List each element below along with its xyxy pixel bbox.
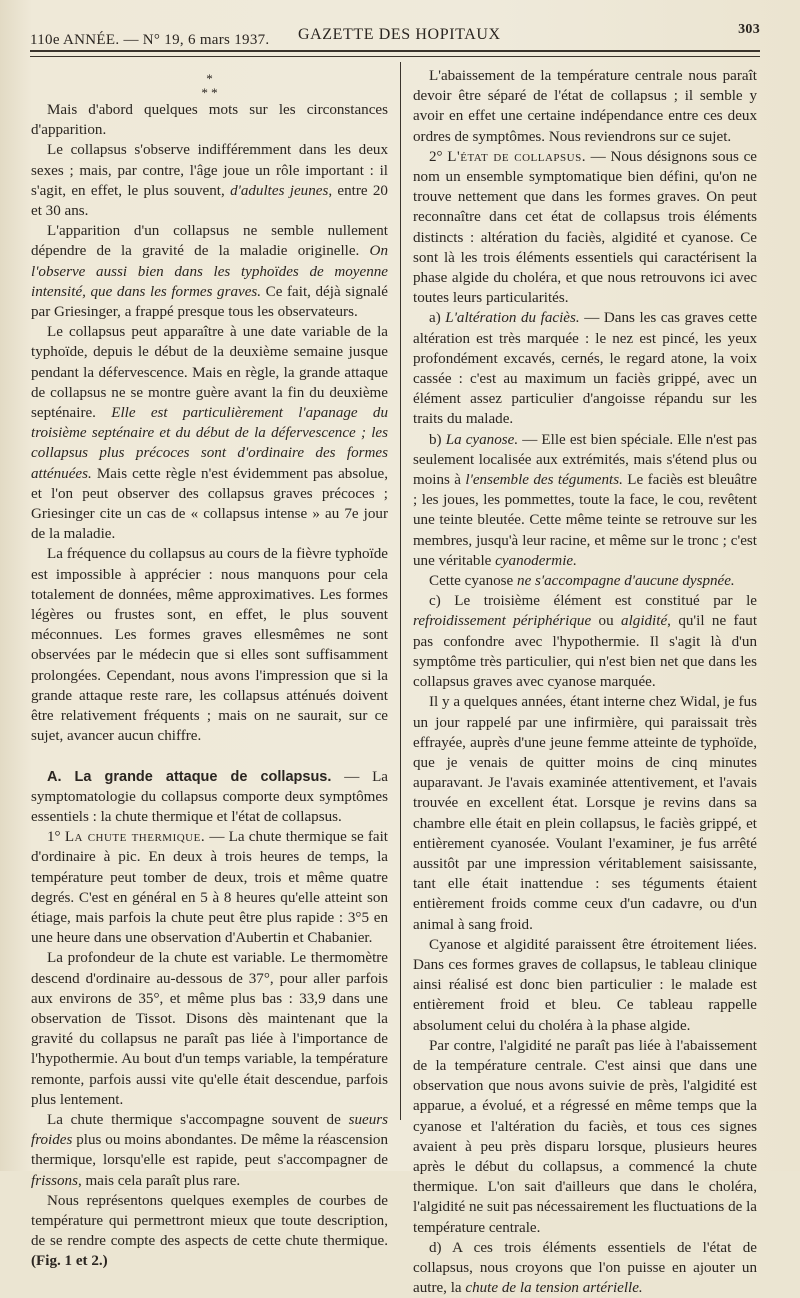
page-number: 303 [738,22,760,37]
item-number: 2° [429,148,443,165]
text: — La chute thermique se fait d'ordinaire à pic. En deux à trois heures de temps, la température peut tomber de deux, trois et même quatre degrés. C'est en général en 5 à 8 heures qu'elle atteint son étiage, mais parfois la chute peut être plus rapide : 3°5 en une heure dans une observation d'Aubertin et Chabanier. [31,829,388,947]
item-label: b) [429,431,446,448]
text: c) Le troisième élément est constitué par le [429,593,757,610]
text: L'abaissement de la température centrale nous paraît devoir être séparé de l'état de collapsus ; il semble y avoir en effet une certaine indépendance entre ces deux ordres de symptômes. Nous reviendrons sur ce sujet. [413,68,757,145]
paragraph [31,544,388,746]
column-divider [400,62,401,1120]
text: , qu'il ne faut pas confondre avec l'hypothermie. Il s'agit là d'un symptôme très particulier, qui n'est bien net que dans les collapsus graves avec cyanose marquée. [413,613,758,691]
paragraph [413,692,757,934]
paragraph [413,1238,757,1298]
item-label: a) [429,310,446,327]
section-paragraph [31,767,388,828]
emphasis: La cyanose. [445,431,519,448]
header-rule-thick [30,50,760,52]
section-heading: A. La grande attaque de collapsus. [47,768,332,785]
paragraph [413,308,757,429]
text: — Dans les cas graves cette altération est très marquée : le nez est pincé, les yeux profondément excavés, cernés, le regard atone, la voix cassée : c'est au maximum un faciès grippé, avec un élément assez particulier d'angoisse répandu sur les traits du malade. [413,310,758,428]
paragraph [413,1036,757,1238]
right-column [413,66,757,1298]
text: — Nous désignons sous ce nom un ensemble symptomatique bien défini, qu'on ne trouve nettement que dans les formes graves. On peut reconnaître dans cet état de collapsus trois éléments distincts : altération du faciès, algidité et cyanose. Ce sont là les trois éléments essentiels qui caractérisent la phase algide du choléra, et que nous retrouvons ici avec toutes leurs particularités. [413,148,757,307]
text: Le collapsus s'observe indifféremment dans les deux sexes ; mais, par contre, l'âge joue un rôle important : il s'agit, en effet, le plus souvent, [31,142,388,199]
text: , entre 20 et 30 ans. [31,182,388,220]
paragraph [413,430,757,571]
emphasis: d'adultes jeunes [230,182,329,199]
text: Le collapsus peut apparaître à une date variable de la typhoïde, depuis le début de la deuxième semaine jusque pendant la défervescence. Mais en règle, la grande attaque de collapsus ne se montre guère avant la fin du deuxième septénaire. [31,324,388,422]
text: La profondeur de la chute est variable. Le thermomètre descend d'ordinaire au-dessous de 37°, pour aller parfois aux environs de 35°, et même plus bas : 33,9 dans une observation de Tissot. Disons dès maintenant que la gravité du collapsus ne paraît pas liée à l'importance de l'hypothermie. Au bout d'un temps variable, la température remonte, parfois aussi vite qu'elle était descendue, parfois plus lentement. [31,950,388,1108]
paragraph [413,147,757,309]
text: Par contre, l'algidité ne paraît pas liée à l'abaissement de la température centrale. C'est ainsi que dans une observation que nous avons suivie de près, l'algidité est apparue, a évolué, et a régressé en même temps que la cyanose et l'altération du faciès, et tous ces signes avaient à peu près disparu lorsque, plusieurs heures après le début du collapsus, a commencé la chute thermique. L'on sait d'ailleurs que dans le choléra, l'algidité ne suit pas nécessairement les fluctuations de la température centrale. [413,1037,757,1236]
emphasis: algidité [621,613,668,630]
emphasis: Elle est particulièrement l'apanage du troisième septénaire et du début de la défervescence ; les collapsus plus précoces sont d'ordinaire des formes atténuées. [31,405,389,482]
paragraph [413,935,757,1036]
header-rule-thin [30,56,760,57]
text: Le faciès est bleuâtre ; les joues, les pommettes, toute la face, le cou, revêtent une teinte bleutée. Cette même teinte se retrouve sur les membres, jusqu'à leur racine, et même sur le tronc ; c'est une véritable [413,472,757,569]
paragraph [31,948,388,1110]
paragraph [31,322,388,544]
text: Ce fait, déjà signalé par Griesinger, a frappé presque tous les observateurs. [31,283,389,321]
text: — La symptomatologie du collapsus comporte deux symptômes essentiels : la chute thermique et l'état de collapsus. [31,768,389,825]
text: Cette cyanose [429,573,518,590]
text: Mais d'abord quelques mots sur les circonstances d'apparition. [31,102,388,139]
section-separator [31,66,388,100]
text: La chute thermique s'accompagne souvent de [47,1111,349,1128]
paragraph [413,571,757,591]
paragraph [31,221,388,322]
emphasis: sueurs froides [31,1111,388,1149]
paragraph [31,100,388,140]
paragraph [31,1191,388,1272]
paragraph [413,66,757,147]
left-column [31,66,388,1272]
emphasis: refroidissement périphérique [413,613,592,630]
emphasis: ne s'accompagne d'aucune dyspnée. [517,573,735,590]
text: Il y a quelques années, étant interne chez Widal, je fus un jour rappelé par une infirmière, qui paraissait très effrayée, auprès d'une jeune femme atteinte de typhoïde, que je venais de quitter moins de cinq minutes auparavant. Je l'avais examinée attentivement, et l'avais trouvée en excellent état. Lorsque je revins dans sa chambre elle était en plein collapsus, le faciès grippé, et entièrement cyanosée. Voulant l'examiner, je fus arrêté aussitôt par une impression véritablement saisissante, tant elle était inattendue : ses téguments étaient entièrement froids comme ceux d'un cadavre, ou d'un animal à sang froid. [413,694,757,933]
emphasis: On l'observe aussi bien dans les typhoïdes de moyenne intensité, que dans les formes graves. [31,243,388,300]
separator-star: * [206,71,213,86]
text: Cyanose et algidité paraissent être étroitement liées. Dans ces formes graves de collapsus, le tableau clinique ainsi réalisé est donc bien particulier : le malade est entièrement froid et bleu. Ce tableau rappelle absolument celui du choléra à la phase algide. [413,936,757,1034]
issue-info: 110e ANNÉE. — N° 19, 6 mars 1937. [30,32,270,48]
paragraph [31,1110,388,1191]
item-number: 1° [47,829,61,846]
journal-title: GAZETTE DES HOPITAUX [298,26,501,43]
subheading: L'état de collapsus. [447,148,586,165]
page-header [30,22,760,48]
text: Mais cette règle n'est évidemment pas absolue, et l'on peut observer des collapsus graves précoces ; Griesinger cite un cas de « collapsus intense » au 7e jour de la maladie. [31,465,388,543]
emphasis: l'ensemble des téguments. [465,472,623,489]
text: L'apparition d'un collapsus ne semble nullement dépendre de la gravité de la maladie originelle. [31,223,388,260]
text: ou [591,613,622,630]
separator-stars: * * [201,85,218,100]
emphasis: frissons [31,1172,78,1189]
subheading: La chute thermique. [64,829,206,846]
text: — Elle est bien spéciale. Elle n'est pas seulement localisée aux extrémités, mais s'étend plus ou moins à [413,431,757,489]
text: La fréquence du collapsus au cours de la fièvre typhoïde est impossible à apprécier : nous manquons pour cela totalement de données, même approximatives. Les formes légères ou frustes sont, en effet, le plus souvent méconnues. Les formes graves ellesmêmes ne sont observées par le médecin que si elles sont suffisamment prolongées. Cependant, nous avons l'impression que si la grande attaque reste rare, les collapsus atténués doivent être relativement fréquents ; mais on ne saurait, sur ce sujet, avancer aucun chiffre. [31,546,388,745]
emphasis: L'altération du faciès. [445,310,580,327]
paragraph [31,140,388,221]
text: d) A ces trois éléments essentiels de l'état de collapsus, nous croyons que l'on puisse en ajouter un autre, la [413,1239,757,1297]
spacer [31,747,388,767]
paragraph [31,827,388,948]
emphasis: chute de la tension artérielle. [465,1280,643,1297]
text: , mais cela paraît plus rare. [77,1172,241,1189]
text: plus ou moins abondantes. De même la réascension thermique, lorsqu'elle est rapide, peut s'accompagner de [31,1132,388,1169]
figure-reference: (Fig. 1 et 2.) [31,1253,108,1270]
emphasis: cyanodermie. [495,552,577,569]
paragraph [413,591,757,692]
text: Nous représentons quelques exemples de courbes de température qui permettront mieux que toute description, de se rendre compte des aspects de cette chute thermique. [31,1192,388,1250]
